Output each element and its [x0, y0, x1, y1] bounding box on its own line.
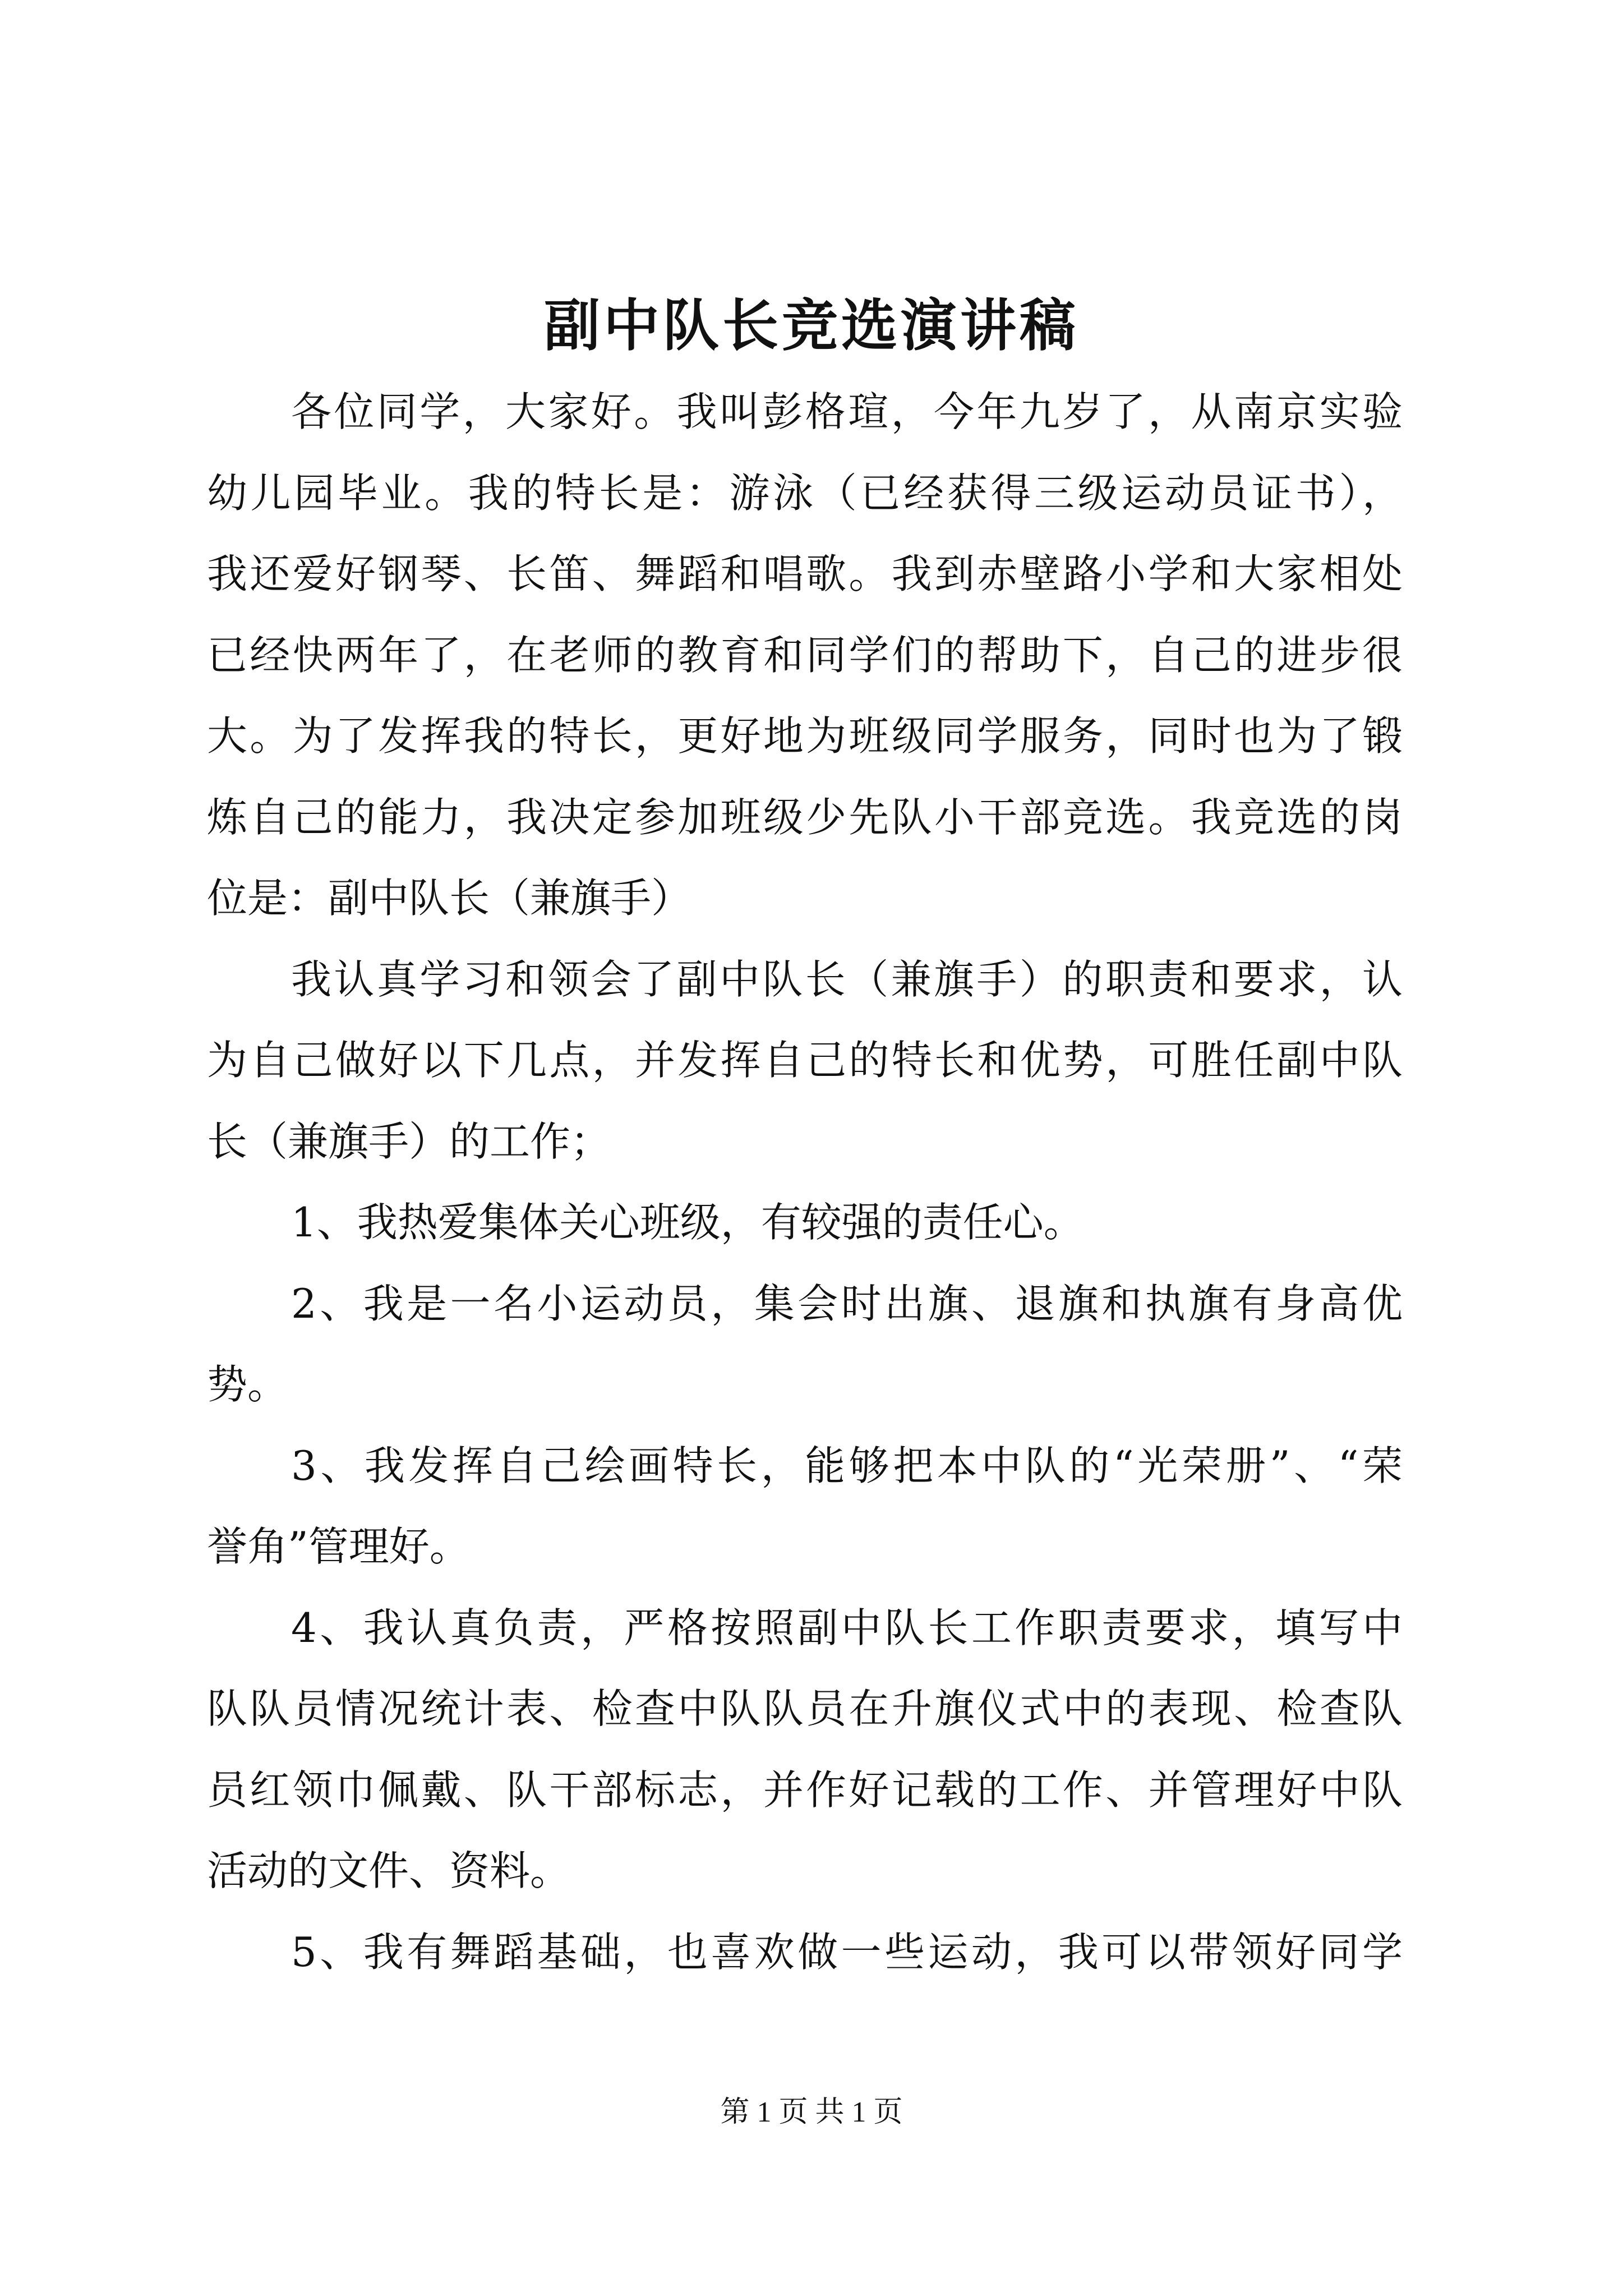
text-line: 位是：副中队长（兼旗手） [207, 875, 692, 922]
text-line: 我还爱好钢琴、长笛、舞蹈和唱歌。我到赤壁路小学和大家相处 [207, 550, 1403, 597]
list-item-1 [207, 1182, 1403, 1263]
text-line: 为自己做好以下几点，并发挥自己的特长和优势，可胜任副中队 [207, 1037, 1403, 1084]
text-line: 4、我认真负责，严格按照副中队长工作职责要求，填写中 [291, 1604, 1403, 1651]
list-item-4 [207, 1588, 1403, 1912]
text-line: 3、我发挥自己绘画特长，能够把本中队的“光荣册”、“荣 [291, 1442, 1403, 1489]
document-title: 副中队长竞选演讲稿 [544, 292, 1079, 358]
document-body [207, 371, 1403, 1993]
text-line: 队队员情况统计表、检查中队队员在升旗仪式中的表现、检查队 [207, 1685, 1403, 1732]
page-footer: 第 1 页 共 1 页 [720, 2096, 903, 2128]
list-item-5 [207, 1912, 1403, 1993]
paragraph-duties [207, 939, 1403, 1182]
text-line: 势。 [207, 1361, 288, 1408]
text-line: 大。为了发挥我的特长，更好地为班级同学服务，同时也为了锻 [207, 712, 1403, 760]
text-line: 炼自己的能力，我决定参加班级少先队小干部竞选。我竞选的岗 [207, 793, 1403, 841]
text-line: 活动的文件、资料。 [207, 1847, 571, 1894]
text-line: 1、我热爱集体关心班级，有较强的责任心。 [291, 1199, 1084, 1246]
paragraph-introduction [207, 371, 1403, 939]
text-line: 员红领巾佩戴、队干部标志，并作好记载的工作、并管理好中队 [207, 1766, 1403, 1814]
text-line: 已经快两年了，在老师的教育和同学们的帮助下，自己的进步很 [207, 631, 1403, 679]
text-line: 幼儿园毕业。我的特长是：游泳（已经获得三级运动员证书）， [207, 469, 1403, 517]
text-line: 我认真学习和领会了副中队长（兼旗手）的职责和要求，认 [291, 955, 1403, 1003]
list-item-2 [207, 1263, 1403, 1425]
text-line: 誉角”管理好。 [207, 1523, 470, 1570]
text-line: 各位同学，大家好。我叫彭格瑄，今年九岁了，从南京实验 [291, 388, 1403, 435]
list-item-3 [207, 1425, 1403, 1588]
text-line: 2、我是一名小运动员，集会时出旗、退旗和执旗有身高优 [291, 1280, 1403, 1327]
text-line: 长（兼旗手）的工作； [207, 1117, 611, 1165]
text-line: 5、我有舞蹈基础，也喜欢做一些运动，我可以带领好同学 [291, 1928, 1403, 1976]
